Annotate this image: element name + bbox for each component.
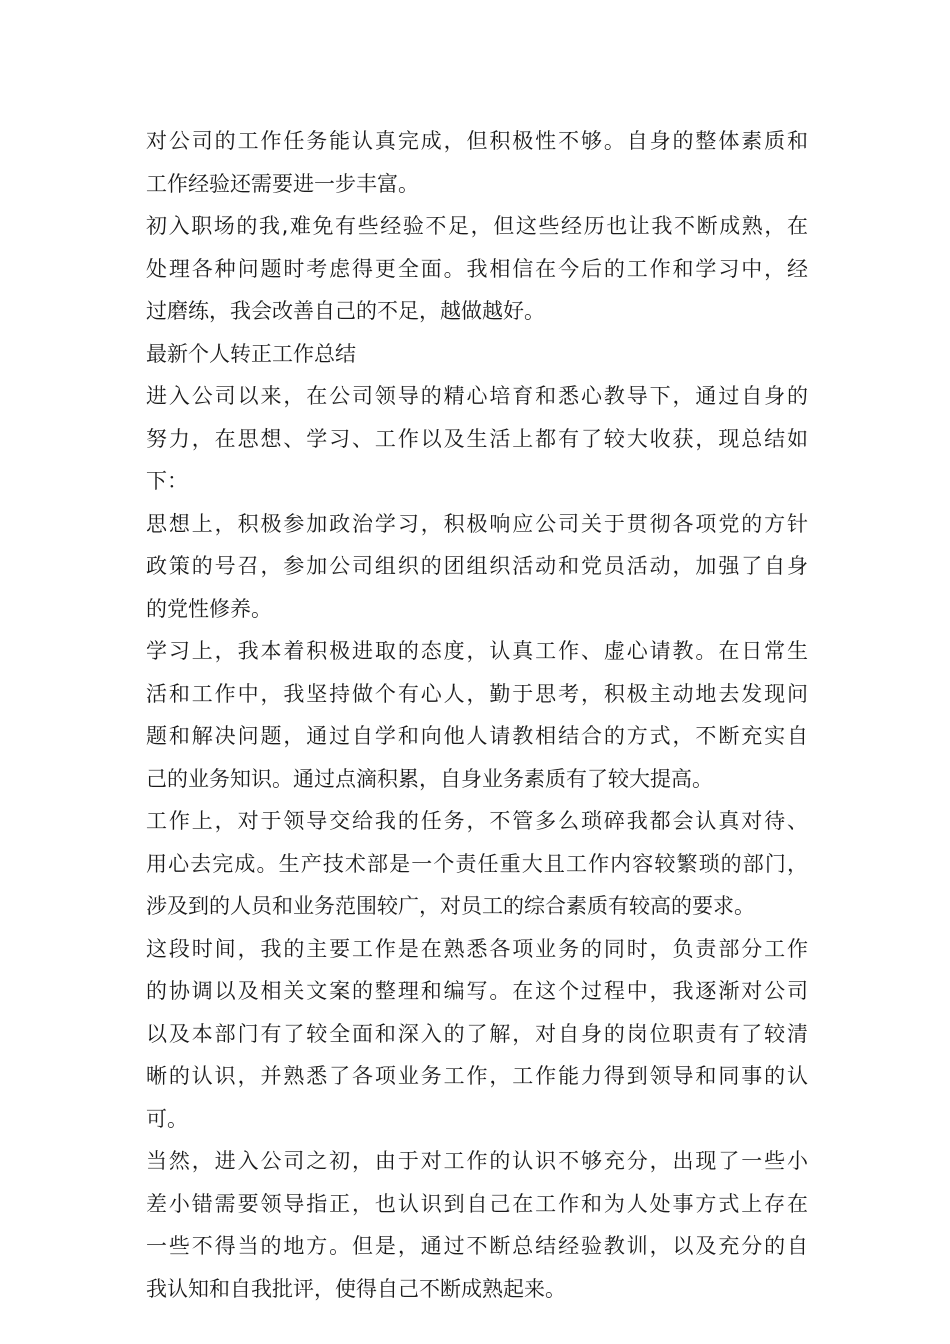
paragraph-line: 可。 — [146, 1106, 188, 1131]
paragraph-line: 思想上，积极参加政治学习，积极响应公司关于贯彻各项党的方针 — [146, 511, 808, 536]
paragraph-line: 我认知和自我批评，使得自己不断成熟起来。 — [146, 1276, 566, 1301]
document-body — [146, 120, 808, 1310]
paragraph-line: 处理各种问题时考虑得更全面。我相信在今后的工作和学习中，经 — [146, 256, 808, 281]
paragraph-line: 以及本部门有了较全面和深入的了解，对自身的岗位职责有了较清 — [146, 1021, 808, 1046]
paragraph-line: 进入公司以来，在公司领导的精心培育和悉心教导下，通过自身的 — [146, 384, 808, 408]
paragraph-line: 工作上，对于领导交给我的任务，不管多么琐碎我都会认真对待、 — [146, 809, 808, 833]
paragraph-line: 活和工作中，我坚持做个有心人，勤于思考，积极主动地去发现问 — [146, 681, 808, 706]
paragraph-line: 一些不得当的地方。但是，通过不断总结经验教训，以及充分的自 — [146, 1234, 808, 1258]
paragraph-line: 下： — [146, 469, 188, 493]
paragraph-line: 政策的号召，参加公司组织的团组织活动和党员活动，加强了自身 — [146, 554, 808, 578]
paragraph-line: 题和解决问题，通过自学和向他人请教相结合的方式，不断充实自 — [146, 724, 808, 748]
paragraph-line: 的党性修养。 — [146, 596, 272, 621]
paragraph-line: 涉及到的人员和业务范围较广，对员工的综合素质有较高的要求。 — [146, 894, 755, 918]
paragraph-line: 初入职场的我,难免有些经验不足，但这些经历也让我不断成熟，在 — [146, 214, 808, 238]
paragraph-line: 差小错需要领导指正，也认识到自己在工作和为人处事方式上存在 — [146, 1191, 808, 1216]
paragraph-line: 当然，进入公司之初，由于对工作的认识不够充分，出现了一些小 — [146, 1149, 808, 1173]
section-heading: 最新个人转正工作总结 — [146, 341, 356, 366]
paragraph-line: 这段时间，我的主要工作是在熟悉各项业务的同时，负责部分工作 — [146, 936, 808, 961]
paragraph-line: 工作经验还需要进一步丰富。 — [146, 171, 419, 196]
paragraph-line: 对公司的工作任务能认真完成，但积极性不够。自身的整体素质和 — [146, 129, 808, 153]
paragraph-line: 过磨练，我会改善自己的不足，越做越好。 — [146, 299, 545, 323]
paragraph-line: 努力，在思想、学习、工作以及生活上都有了较大收获，现总结如 — [146, 426, 808, 451]
paragraph-line: 学习上，我本着积极进取的态度，认真工作、虚心请教。在日常生 — [146, 639, 808, 663]
paragraph-line: 的协调以及相关文案的整理和编写。在这个过程中，我逐渐对公司 — [146, 979, 808, 1003]
paragraph-line: 己的业务知识。通过点滴积累，自身业务素质有了较大提高。 — [146, 766, 713, 791]
paragraph-line: 用心去完成。生产技术部是一个责任重大且工作内容较繁琐的部门， — [146, 851, 808, 876]
paragraph-line: 晰的认识，并熟悉了各项业务工作，工作能力得到领导和同事的认 — [146, 1064, 808, 1088]
